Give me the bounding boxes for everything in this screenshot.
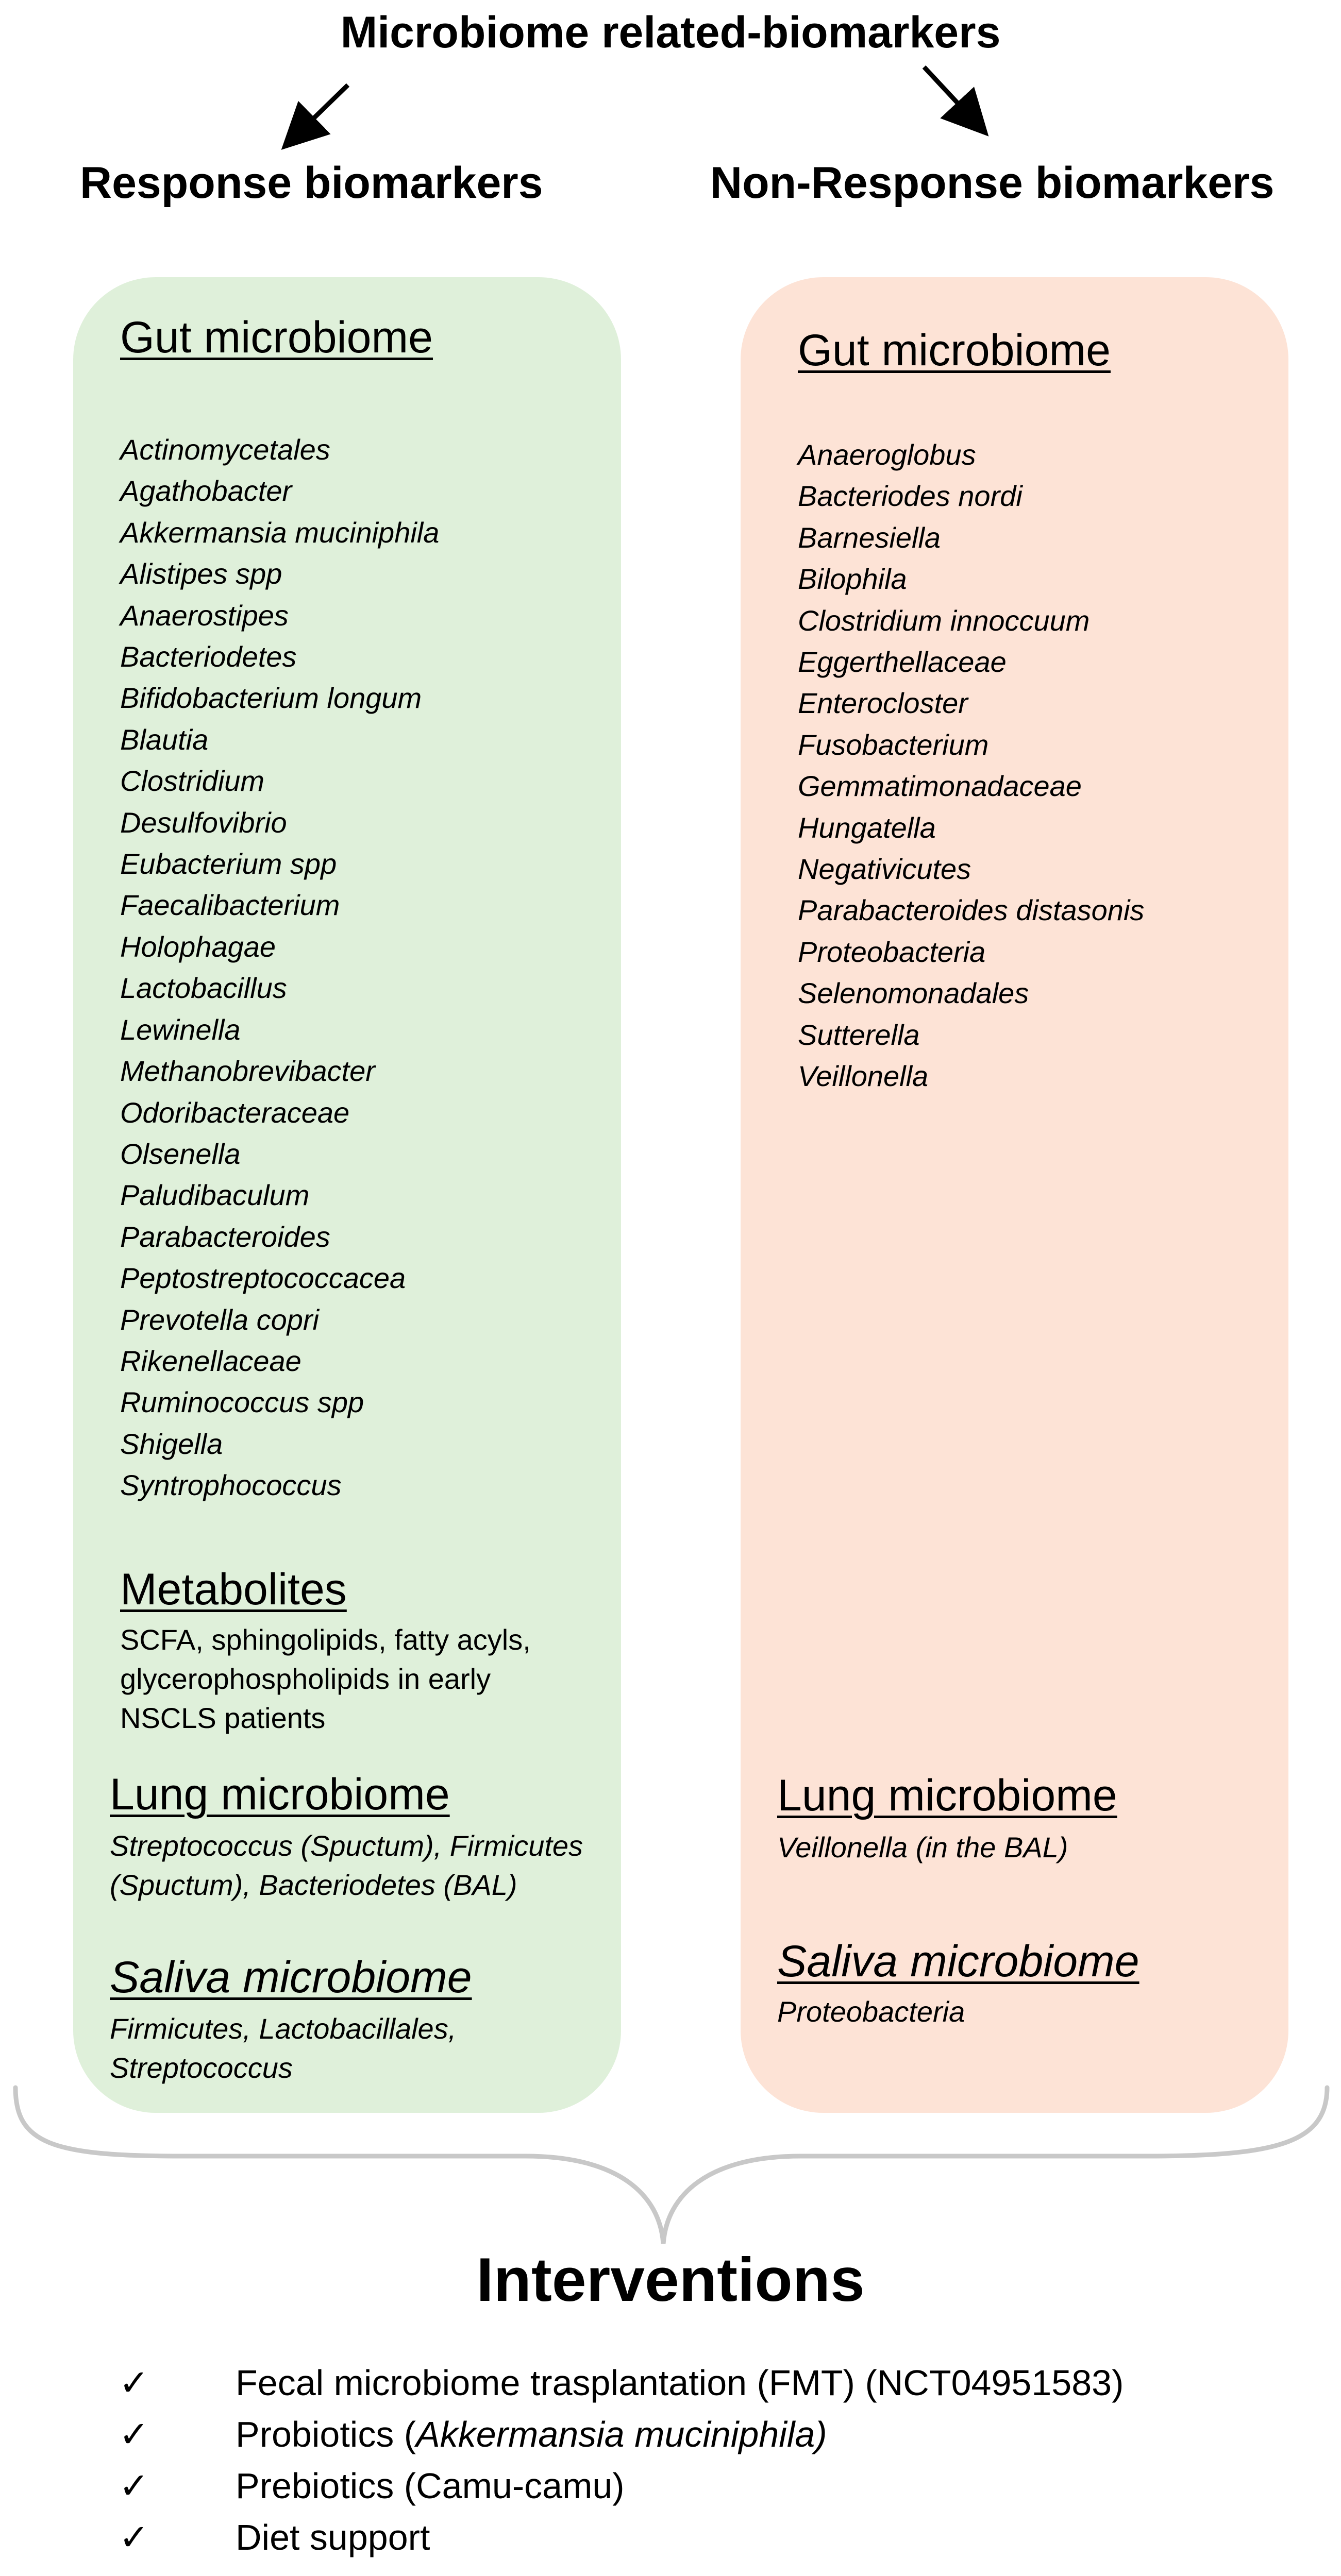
taxon-item: Odoribacteraceae xyxy=(120,1096,350,1129)
taxon-item: Bilophila xyxy=(798,563,907,596)
taxon-item: Lactobacillus xyxy=(120,972,287,1005)
response-lung-title: Lung microbiome xyxy=(110,1770,450,1819)
nonresponse-lung-title: Lung microbiome xyxy=(777,1771,1117,1820)
checkmark-icon: ✓ xyxy=(119,2363,149,2403)
checkmark-icon: ✓ xyxy=(119,2466,149,2506)
header-arrows xyxy=(0,0,1341,175)
metabolites-line: glycerophospholipids in early xyxy=(120,1663,491,1695)
taxon-item: Actinomycetales xyxy=(120,433,330,466)
taxon-item: Rikenellaceae xyxy=(120,1344,301,1377)
response-biomarkers-heading: Response biomarkers xyxy=(80,158,543,208)
taxon-item: Parabacteroides xyxy=(120,1220,330,1253)
taxon-item: Hungatella xyxy=(798,811,936,844)
taxon-item: Eubacterium spp xyxy=(120,848,337,880)
response-lung-text xyxy=(110,1826,583,1905)
lung-line: (Spuctum), Bacteriodetes (BAL) xyxy=(110,1869,517,1901)
taxon-item: Prevotella copri xyxy=(120,1303,319,1336)
taxon-item: Olsenella xyxy=(120,1137,241,1170)
taxon-item: Barnesiella xyxy=(798,521,941,554)
nonresponse-biomarkers-heading: Non-Response biomarkers xyxy=(710,158,1275,208)
saliva-line: Firmicutes, Lactobacillales, xyxy=(110,2012,457,2045)
intervention-text: Fecal microbiome trasplantation (FMT) (NCT04951583) xyxy=(236,2363,1124,2403)
arrow-to-response xyxy=(291,85,348,140)
nonresponse-saliva-text: Proteobacteria xyxy=(777,1995,965,2028)
taxon-item: Veillonella xyxy=(798,1060,929,1093)
taxon-item: Desulfovibrio xyxy=(120,806,287,839)
response-metabolites-title: Metabolites xyxy=(120,1565,347,1614)
response-metabolites-text xyxy=(120,1620,531,1738)
taxon-item: Gemmatimonadaceae xyxy=(798,770,1082,803)
taxon-item: Bacteriodes nordi xyxy=(798,480,1022,513)
taxon-item: Clostridium xyxy=(120,765,265,798)
taxon-item: Blautia xyxy=(120,723,209,756)
arrow-to-nonresponse xyxy=(924,67,979,126)
taxon-item: Selenomonadales xyxy=(798,977,1029,1010)
checkmark-icon: ✓ xyxy=(119,2517,149,2557)
taxon-item: Alistipes spp xyxy=(120,557,282,590)
diagram-title: Microbiome related-biomarkers xyxy=(340,8,1001,57)
taxon-item: Eggerthellaceae xyxy=(798,646,1007,679)
taxon-item: Anaeroglobus xyxy=(798,438,976,471)
taxon-item: Lewinella xyxy=(120,1013,241,1046)
taxon-item: Fusobacterium xyxy=(798,728,989,761)
taxon-item: Paludibaculum xyxy=(120,1179,310,1212)
taxon-item: Akkermansia muciniphila xyxy=(120,516,440,549)
taxon-item: Peptostreptococcacea xyxy=(120,1262,406,1295)
saliva-line: Streptococcus xyxy=(110,2052,293,2084)
taxon-item: Enterocloster xyxy=(798,687,968,720)
response-saliva-title: Saliva microbiome xyxy=(110,1953,472,2002)
taxon-item: Sutterella xyxy=(798,1018,920,1051)
taxon-item: Syntrophococcus xyxy=(120,1469,342,1502)
taxon-item: Methanobrevibacter xyxy=(120,1055,375,1088)
taxon-item: Faecalibacterium xyxy=(120,889,340,922)
taxon-item: Ruminococcus spp xyxy=(120,1386,364,1419)
checkmark-icon: ✓ xyxy=(119,2414,149,2454)
taxon-item: Agathobacter xyxy=(120,474,292,507)
nonresponse-saliva-title: Saliva microbiome xyxy=(777,1937,1139,1986)
response-gut-taxa-list xyxy=(120,429,439,1506)
nonresponse-gut-taxa-list xyxy=(798,434,1144,1097)
nonresponse-gut-title: Gut microbiome xyxy=(798,326,1111,375)
response-gut-title: Gut microbiome xyxy=(120,313,433,362)
intervention-text-italic: Akkermansia muciniphila) xyxy=(416,2414,827,2454)
intervention-text: Diet support xyxy=(236,2517,430,2557)
taxon-item: Parabacteroides distasonis xyxy=(798,894,1145,927)
lung-line: Streptococcus (Spuctum), Firmicutes xyxy=(110,1829,583,1862)
taxon-item: Holophagae xyxy=(120,930,276,963)
metabolites-line: SCFA, sphingolipids, fatty acyls, xyxy=(120,1623,531,1656)
metabolites-line: NSCLS patients xyxy=(120,1702,326,1734)
taxon-item: Bifidobacterium longum xyxy=(120,682,422,715)
taxon-item: Shigella xyxy=(120,1427,223,1460)
nonresponse-lung-text: Veillonella (in the BAL) xyxy=(777,1831,1068,1863)
taxon-item: Proteobacteria xyxy=(798,935,986,968)
intervention-text xyxy=(236,2409,827,2460)
interventions-title: Interventions xyxy=(476,2245,865,2314)
taxon-item: Clostridium innoccuum xyxy=(798,604,1090,637)
taxon-item: Bacteriodetes xyxy=(120,640,297,673)
taxon-item: Negativicutes xyxy=(798,853,971,886)
intervention-text-plain: Probiotics ( xyxy=(236,2414,416,2454)
taxon-item: Anaerostipes xyxy=(120,599,289,632)
curly-brace xyxy=(0,2071,1341,2257)
intervention-text: Prebiotics (Camu-camu) xyxy=(236,2466,625,2506)
